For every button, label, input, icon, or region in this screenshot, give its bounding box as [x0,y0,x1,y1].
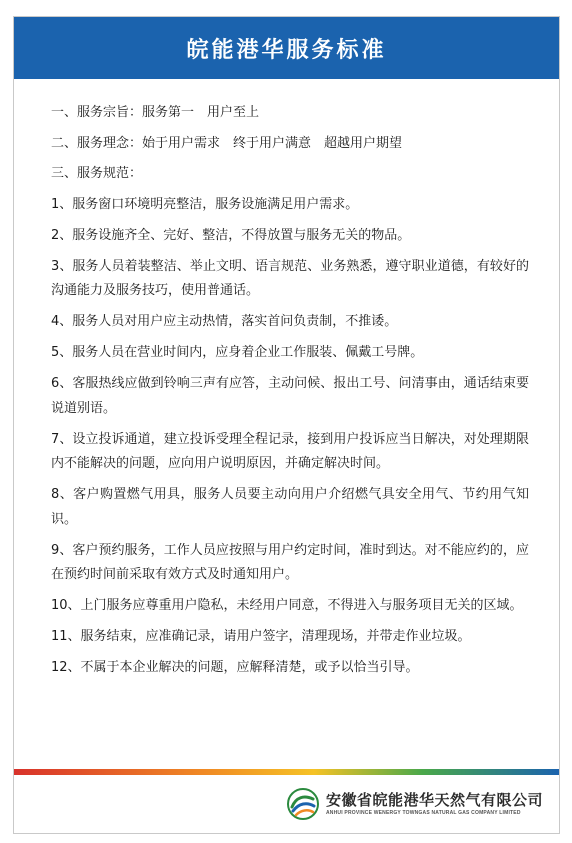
company-name-cn: 安徽省皖能港华天然气有限公司 [325,791,543,809]
header-bar [14,17,559,79]
rule-item: 10、上门服务应尊重用户隐私，未经用户同意，不得进入与服务项目无关的区域。 [51,598,523,613]
rule-item: 3、服务人员着装整洁、举止文明、语言规范、业务熟悉，遵守职业道德，有较好的沟通能力及服务技巧，使用普通话。 [51,258,529,298]
rule-item: 11、服务结束，应准确记录，请用户签字，清理现场，并带走作业垃圾。 [51,629,471,644]
rule-item: 5、服务人员在营业时间内，应身着企业工作服装、佩戴工号牌。 [51,345,424,360]
service-purpose: 一、服务宗旨：服务第一 用户至上 [51,105,260,120]
service-philosophy: 二、服务理念：始于用户需求 终于用户满意 超越用户期望 [51,135,403,151]
service-norms-heading: 三、服务规范： [51,166,143,181]
color-stripe-divider [14,769,559,775]
company-name-block [326,791,543,817]
rule-item: 6、客服热线应做到铃响三声有应答，主动问候、报出工号、问清事由，通话结束要说道别语。 [51,376,529,416]
rule-item: 9、客户预约服务，工作人员应按照与用户约定时间，准时到达。对不能应约的，应在预约时间前采取有效方式及时通知用户。 [51,542,529,582]
company-logo-icon [286,787,320,821]
rule-item: 7、设立投诉通道，建立投诉受理全程记录，接到用户投诉应当日解决，对处理期限内不能解决的问题，应向用户说明原因，并确定解决时间。 [51,431,529,471]
company-name-en: ANHUI PROVINCE WENERGY TOWNGAS NATURAL GAS COMPANY LIMITED [325,810,521,816]
rule-item: 8、客户购置燃气用具，服务人员要主动向用户介绍燃气具安全用气、节约用气知识。 [51,487,529,527]
rule-item: 12、不属于本企业解决的问题，应解释清楚，或予以恰当引导。 [51,660,419,675]
service-standard-board [13,16,560,834]
page-title: 皖能港华服务标准 [186,37,387,63]
rule-item: 4、服务人员对用户应主动热情，落实首问负责制，不推诿。 [51,314,398,329]
standard-content [51,101,529,687]
rule-item: 2、服务设施齐全、完好、整洁，不得放置与服务无关的物品。 [51,227,411,243]
rule-item: 1、服务窗口环境明亮整洁，服务设施满足用户需求。 [51,196,359,212]
company-footer [286,787,543,821]
